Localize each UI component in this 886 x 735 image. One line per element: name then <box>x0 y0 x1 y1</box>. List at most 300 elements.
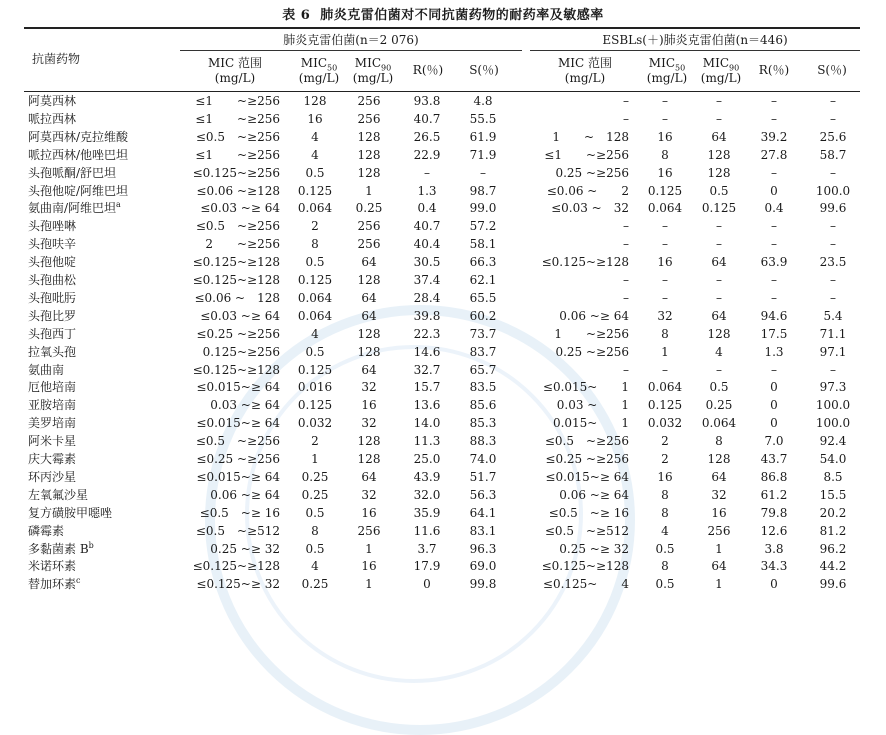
g1-range-cell: ≤0.125~≥ 32 <box>196 577 280 591</box>
g2-r-cell: – <box>771 94 777 108</box>
g2-mic90-header: $MIC_{90}$ (mg/L) <box>700 56 742 85</box>
drug-name: 哌拉西林 <box>28 112 77 126</box>
g2-r-cell: 7.0 <box>764 434 784 448</box>
g2-r-cell: – <box>771 166 777 180</box>
g2-s-cell: 58.7 <box>819 148 847 162</box>
g2-mic90-cell: 64 <box>711 470 727 484</box>
drug-name-cell <box>28 291 76 305</box>
g2-r-cell: 3.8 <box>764 542 784 556</box>
g2-s-cell: – <box>830 291 836 305</box>
g1-mic90-cell: 1 <box>365 577 373 591</box>
drug-name-cell <box>28 577 81 591</box>
g1-mic90-cell: 64 <box>361 309 377 323</box>
drug-name-cell <box>28 94 76 108</box>
g2-mic50-cell: 16 <box>657 255 673 269</box>
drug-name: 阿米卡星 <box>28 434 77 448</box>
drug-name-cell <box>28 488 88 502</box>
g2-mic90-cell: 16 <box>711 506 727 520</box>
g2-mic90-cell: – <box>716 237 722 251</box>
g1-mic50-cell: 0.064 <box>297 291 333 305</box>
g2-mic90-cell: 1 <box>715 542 723 556</box>
g1-range-cell: ≤1 ~≥256 <box>195 94 280 108</box>
g2-mic90-cell: 128 <box>707 327 731 341</box>
drug-name-cell <box>28 237 76 251</box>
g1-s-cell: 74.0 <box>469 452 497 466</box>
g1-range-cell: ≤0.03 ~≥ 64 <box>200 201 280 215</box>
g1-s-cell: 57.2 <box>469 219 497 233</box>
g1-mic90-cell: 32 <box>361 416 377 430</box>
g1-range-cell: 2 ~≥256 <box>205 237 280 251</box>
g2-range-cell: – <box>623 94 629 108</box>
g1-mic50-cell: 0.125 <box>297 184 333 198</box>
g2-mic90-cell: – <box>716 94 722 108</box>
g2-mic90-cell: – <box>716 219 722 233</box>
g1-s-cell: 99.8 <box>469 577 497 591</box>
g2-mic50-cell: 2 <box>661 452 669 466</box>
drug-name: 头孢西丁 <box>28 327 77 341</box>
g1-s-cell: 4.8 <box>473 94 493 108</box>
g1-range-cell: ≤0.25 ~≥256 <box>196 452 280 466</box>
g2-mic50-cell: – <box>662 291 668 305</box>
g2-r-cell: – <box>771 291 777 305</box>
g1-mic90-cell: 16 <box>361 559 377 573</box>
g2-range-cell: 0.015~ 1 <box>552 416 629 430</box>
drug-name-cell <box>28 452 76 466</box>
g1-s-cell: 88.3 <box>469 434 497 448</box>
g2-s-cell: 99.6 <box>819 201 847 215</box>
g1-mic90-cell: 32 <box>361 380 377 394</box>
g1-s-cell: 71.9 <box>469 148 497 162</box>
drug-name: 头孢呋辛 <box>28 237 77 251</box>
g2-r-header: R(％) <box>758 63 790 77</box>
g2-r-cell: 0.4 <box>764 201 784 215</box>
g2-r-cell: 0 <box>770 577 778 591</box>
g2-r-cell: 79.8 <box>760 506 788 520</box>
g1-r-cell: 17.9 <box>413 559 441 573</box>
drug-name-cell <box>28 470 76 484</box>
g1-mic90-cell: 128 <box>357 327 381 341</box>
g1-s-cell: 64.1 <box>469 506 497 520</box>
g1-s-cell: 85.6 <box>469 398 497 412</box>
g1-mic50-cell: 0.064 <box>297 309 333 323</box>
g1-range-cell: 0.06 ~≥ 64 <box>210 488 280 502</box>
drug-name: 庆大霉素 <box>28 452 77 466</box>
g1-mic90-header: $MIC_{90}$ (mg/L) <box>352 56 394 85</box>
g2-mic90-cell: 64 <box>711 130 727 144</box>
g1-mic50-cell: 0.5 <box>305 255 325 269</box>
g1-r-cell: 40.7 <box>413 219 441 233</box>
table-caption <box>0 4 886 23</box>
g2-mic90-cell: 8 <box>715 434 723 448</box>
g2-mic90-cell: 0.25 <box>705 398 733 412</box>
g2-r-cell: 0 <box>770 398 778 412</box>
drug-name-cell <box>28 524 64 538</box>
g1-mic90-cell: 256 <box>357 219 381 233</box>
g1-r-cell: – <box>424 166 430 180</box>
g1-mic50-cell: 4 <box>311 130 319 144</box>
g2-mic50-header: $MIC_{50}$ (mg/L) <box>646 56 688 85</box>
g2-mic50-cell: 0.125 <box>647 398 683 412</box>
g2-mic50-cell: – <box>662 112 668 126</box>
g2-range-cell: – <box>623 363 629 377</box>
g1-r-cell: 93.8 <box>413 94 441 108</box>
g1-mic50-cell: 0.5 <box>305 345 325 359</box>
g2-range-cell: ≤0.125~≥128 <box>541 559 629 573</box>
g2-range-cell: – <box>623 219 629 233</box>
g2-range-cell: ≤0.125~ 4 <box>542 577 629 591</box>
g2-mic50-cell: 4 <box>661 524 669 538</box>
g2-s-cell: 25.6 <box>819 130 847 144</box>
g1-mic90-cell: 1 <box>365 184 373 198</box>
g1-s-cell: 83.1 <box>469 524 497 538</box>
g2-r-cell: – <box>771 273 777 287</box>
g1-mic50-cell: 0.5 <box>305 506 325 520</box>
g1-s-cell: 85.3 <box>469 416 497 430</box>
g1-r-cell: 26.5 <box>413 130 441 144</box>
g2-range-cell: 1 ~≥256 <box>554 327 629 341</box>
g1-r-cell: 14.0 <box>413 416 441 430</box>
g2-mic90-cell: – <box>716 273 722 287</box>
g1-r-cell: 35.9 <box>413 506 441 520</box>
g1-mic50-cell: 0.5 <box>305 166 325 180</box>
drug-name-cell <box>28 327 76 341</box>
drug-name-cell <box>28 559 76 573</box>
g2-mic90-cell: 128 <box>707 148 731 162</box>
g2-s-cell: 23.5 <box>819 255 847 269</box>
g2-mic50-cell: 8 <box>661 148 669 162</box>
g1-r-cell: 11.3 <box>413 434 441 448</box>
g2-range-cell: – <box>623 291 629 305</box>
g1-range-cell: 0.03 ~≥ 64 <box>210 398 280 412</box>
g1-range-cell: ≤0.125~≥256 <box>192 166 280 180</box>
g2-mic50-cell: – <box>662 94 668 108</box>
g2-s-cell: 92.4 <box>819 434 847 448</box>
g2-s-cell: – <box>830 112 836 126</box>
g1-range-cell: ≤0.125~≥128 <box>192 273 280 287</box>
g2-range-cell: 0.25 ~≥256 <box>555 345 629 359</box>
g1-r-cell: 3.7 <box>417 542 437 556</box>
g2-mic-range-header: MIC 范围 (mg/L) <box>557 56 613 85</box>
g2-r-cell: 86.8 <box>760 470 788 484</box>
g2-range-cell: ≤0.015~ 1 <box>542 380 629 394</box>
g2-range-cell: ≤0.06 ~ 2 <box>546 184 629 198</box>
g1-s-cell: 73.7 <box>469 327 497 341</box>
g1-mic90-cell: 128 <box>357 273 381 287</box>
g1-mic90-cell: 128 <box>357 166 381 180</box>
drug-name-cell <box>28 363 64 377</box>
g2-r-cell: – <box>771 219 777 233</box>
g1-mic50-cell: 0.125 <box>297 273 333 287</box>
g2-r-cell: – <box>771 112 777 126</box>
g1-s-cell: 55.5 <box>469 112 497 126</box>
g2-range-cell: ≤0.03 ~ 32 <box>551 201 629 215</box>
g1-mic50-cell: 0.25 <box>301 488 329 502</box>
g2-r-cell: 12.6 <box>760 524 788 538</box>
g1-mic50-cell: 2 <box>311 434 319 448</box>
drug-name: 阿莫西林/克拉维酸 <box>28 130 129 144</box>
g1-r-cell: 22.3 <box>413 327 441 341</box>
drug-name-cell <box>28 398 76 412</box>
drug-name-cell <box>28 201 121 215</box>
drug-name: 米诺环素 <box>28 559 77 573</box>
g2-s-header: S(％) <box>817 63 847 77</box>
g1-s-cell: 83.7 <box>469 345 497 359</box>
g2-s-cell: 97.3 <box>819 380 847 394</box>
g2-s-cell: – <box>830 363 836 377</box>
drug-name-cell <box>28 416 76 430</box>
header-rule <box>24 91 860 92</box>
g2-mic90-cell: 64 <box>711 559 727 573</box>
g2-r-cell: 94.6 <box>760 309 788 323</box>
drug-name-cell <box>28 542 94 556</box>
g2-r-cell: 0 <box>770 184 778 198</box>
g2-mic50-cell: 0.064 <box>647 380 683 394</box>
drug-name-cell <box>28 506 112 520</box>
g1-range-cell: 0.25 ~≥ 32 <box>210 542 280 556</box>
g1-r-cell: 28.4 <box>413 291 441 305</box>
g1-s-cell: – <box>480 166 486 180</box>
g1-mic50-cell: 0.125 <box>297 398 333 412</box>
g2-mic90-cell: 0.5 <box>709 380 729 394</box>
g1-mic90-cell: 128 <box>357 434 381 448</box>
drug-name: 阿莫西林 <box>28 94 77 108</box>
g1-range-cell: ≤1 ~≥256 <box>195 112 280 126</box>
g2-s-cell: 5.4 <box>823 309 843 323</box>
g1-range-cell: ≤0.125~≥128 <box>192 363 280 377</box>
g2-mic90-cell: 1 <box>715 577 723 591</box>
drug-name: 头孢他啶/阿维巴坦 <box>28 184 129 198</box>
g2-mic50-cell: – <box>662 237 668 251</box>
g1-range-cell: ≤0.06 ~≥128 <box>196 184 280 198</box>
drug-name-cell <box>28 255 76 269</box>
g2-r-cell: 0 <box>770 380 778 394</box>
drug-name: 厄他培南 <box>28 380 77 394</box>
g2-range-cell: 0.25 ~≥ 32 <box>559 542 629 556</box>
g1-s-cell: 69.0 <box>469 559 497 573</box>
g2-s-cell: 100.0 <box>815 416 851 430</box>
g2-mic50-cell: 16 <box>657 470 673 484</box>
g1-s-cell: 96.3 <box>469 542 497 556</box>
g2-mic90-cell: 128 <box>707 166 731 180</box>
g1-s-cell: 66.3 <box>469 255 497 269</box>
g2-range-cell: ≤0.125~≥128 <box>541 255 629 269</box>
drug-name-cell <box>28 166 116 180</box>
g2-r-cell: 27.8 <box>760 148 788 162</box>
g2-range-cell: 0.06 ~≥ 64 <box>559 309 629 323</box>
g1-mic90-cell: 256 <box>357 524 381 538</box>
g2-s-cell: 44.2 <box>819 559 847 573</box>
g1-range-cell: ≤0.25 ~≥256 <box>196 327 280 341</box>
g1-s-cell: 62.1 <box>469 273 497 287</box>
g2-mic50-cell: 8 <box>661 559 669 573</box>
g2-s-cell: – <box>830 273 836 287</box>
g1-r-header: R(％) <box>412 63 444 77</box>
g1-range-cell: 0.125~≥256 <box>202 345 280 359</box>
g1-mic90-cell: 128 <box>357 345 381 359</box>
g2-mic50-cell: – <box>662 273 668 287</box>
drug-name: 左氧氟沙星 <box>28 488 89 502</box>
drug-name-cell <box>28 380 76 394</box>
drug-name: 氨曲南 <box>28 363 65 377</box>
g1-mic-range-header: MIC 范围 (mg/L) <box>207 56 263 85</box>
g1-r-cell: 14.6 <box>413 345 441 359</box>
g2-mic90-cell: 128 <box>707 452 731 466</box>
g2-s-cell: 97.1 <box>819 345 847 359</box>
g2-s-cell: 8.5 <box>823 470 843 484</box>
g1-mic90-cell: 64 <box>361 255 377 269</box>
g2-r-cell: 61.2 <box>760 488 788 502</box>
drug-name-cell <box>28 434 76 448</box>
g1-mic50-cell: 4 <box>311 559 319 573</box>
g2-mic90-cell: – <box>716 291 722 305</box>
g2-mic90-cell: 4 <box>715 345 723 359</box>
drug-name: 替加环素 <box>28 577 77 591</box>
g2-s-cell: 54.0 <box>819 452 847 466</box>
g2-range-cell: ≤0.015~≥ 64 <box>545 470 629 484</box>
g2-range-cell: 0.03 ~ 1 <box>556 398 629 412</box>
g2-mic90-cell: – <box>716 112 722 126</box>
g1-mic50-cell: 0.25 <box>301 577 329 591</box>
g1-r-cell: 37.4 <box>413 273 441 287</box>
g1-mic50-cell: 128 <box>303 94 327 108</box>
drug-name-cell <box>28 219 76 233</box>
g2-mic50-cell: 0.064 <box>647 201 683 215</box>
g2-mic50-cell: 1 <box>661 345 669 359</box>
g1-r-cell: 0.4 <box>417 201 437 215</box>
g1-mic50-cell: 16 <box>307 112 323 126</box>
drug-name-cell <box>28 148 128 162</box>
g2-s-cell: 100.0 <box>815 184 851 198</box>
g2-mic50-cell: 8 <box>661 327 669 341</box>
g1-mic90-cell: 64 <box>361 470 377 484</box>
g2-s-cell: – <box>830 219 836 233</box>
g1-mic90-cell: 16 <box>361 398 377 412</box>
drug-name: 头孢吡肟 <box>28 291 77 305</box>
g1-mic90-cell: 256 <box>357 112 381 126</box>
drug-name: 头孢他啶 <box>28 255 77 269</box>
group2-underline <box>530 50 860 51</box>
g1-s-header: S(％) <box>469 63 499 77</box>
g1-mic50-cell: 0.25 <box>301 470 329 484</box>
g2-mic50-cell: 0.5 <box>655 542 675 556</box>
footnote-marker: b <box>88 541 94 550</box>
g1-r-cell: 25.0 <box>413 452 441 466</box>
g1-r-cell: 43.9 <box>413 470 441 484</box>
g1-r-cell: 32.0 <box>413 488 441 502</box>
group1-header: 肺炎克雷伯菌(n＝2 076) <box>283 33 419 47</box>
g2-r-cell: – <box>771 237 777 251</box>
g1-mic50-cell: 0.125 <box>297 363 333 377</box>
g2-mic90-cell: 64 <box>711 309 727 323</box>
g1-mic90-cell: 256 <box>357 94 381 108</box>
g2-r-cell: 0 <box>770 416 778 430</box>
g1-r-cell: 32.7 <box>413 363 441 377</box>
drug-name-cell <box>28 345 76 359</box>
drug-name: 头孢哌酮/舒巴坦 <box>28 166 117 180</box>
drug-name: 亚胺培南 <box>28 398 77 412</box>
g2-s-cell: 81.2 <box>819 524 847 538</box>
g2-r-cell: 1.3 <box>764 345 784 359</box>
g1-mic50-cell: 2 <box>311 219 319 233</box>
g2-mic50-cell: 8 <box>661 488 669 502</box>
g1-mic50-cell: 8 <box>311 237 319 251</box>
drug-name: 头孢曲松 <box>28 273 77 287</box>
g1-r-cell: 22.9 <box>413 148 441 162</box>
g1-s-cell: 58.1 <box>469 237 497 251</box>
table-number: 表 6 <box>282 8 311 23</box>
g1-mic50-cell: 1 <box>311 452 319 466</box>
g1-range-cell: ≤0.125~≥128 <box>192 559 280 573</box>
g2-range-cell: – <box>623 237 629 251</box>
drug-name: 拉氧头孢 <box>28 345 77 359</box>
g1-range-cell: ≤0.5 ~≥512 <box>195 524 280 538</box>
g1-mic50-cell: 0.5 <box>305 542 325 556</box>
g2-range-cell: 0.06 ~≥ 64 <box>559 488 629 502</box>
g2-range-cell: ≤0.5 ~≥256 <box>544 434 629 448</box>
drug-name: 氨曲南/阿维巴坦 <box>28 201 117 215</box>
g1-s-cell: 99.0 <box>469 201 497 215</box>
g1-mic90-cell: 64 <box>361 363 377 377</box>
g1-r-cell: 0 <box>423 577 431 591</box>
drug-name: 多黏菌素 B <box>28 542 89 556</box>
g1-mic90-cell: 64 <box>361 291 377 305</box>
g1-r-cell: 1.3 <box>417 184 437 198</box>
g2-r-cell: 39.2 <box>760 130 788 144</box>
g1-s-cell: 56.3 <box>469 488 497 502</box>
g2-range-cell: – <box>623 273 629 287</box>
drug-column-header: 抗菌药物 <box>32 52 81 66</box>
g2-mic90-cell: 64 <box>711 255 727 269</box>
g2-r-cell: 43.7 <box>760 452 788 466</box>
g1-s-cell: 51.7 <box>469 470 497 484</box>
g2-mic90-cell: 0.064 <box>701 416 737 430</box>
drug-name-cell <box>28 130 128 144</box>
g2-mic50-cell: 16 <box>657 130 673 144</box>
g2-mic90-cell: 0.5 <box>709 184 729 198</box>
g1-mic90-cell: 16 <box>361 506 377 520</box>
g1-range-cell: ≤0.5 ~≥256 <box>195 434 280 448</box>
drug-name: 哌拉西林/他唑巴坦 <box>28 148 129 162</box>
g1-r-cell: 40.4 <box>413 237 441 251</box>
g2-mic90-cell: 0.125 <box>701 201 737 215</box>
g1-range-cell: ≤1 ~≥256 <box>195 148 280 162</box>
g1-mic50-cell: 4 <box>311 148 319 162</box>
g1-range-cell: ≤0.5 ~≥256 <box>195 130 280 144</box>
g1-range-cell: ≤0.06 ~ 128 <box>194 291 280 305</box>
g2-range-cell: ≤1 ~≥256 <box>544 148 629 162</box>
g2-s-cell: – <box>830 166 836 180</box>
g2-mic50-cell: 2 <box>661 434 669 448</box>
g1-s-cell: 83.5 <box>469 380 497 394</box>
table-title: 肺炎克雷伯菌对不同抗菌药物的耐药率及敏感率 <box>320 8 604 23</box>
g2-mic50-cell: 16 <box>657 166 673 180</box>
drug-name-cell <box>28 112 76 126</box>
g2-mic90-cell: 256 <box>707 524 731 538</box>
g2-r-cell: 63.9 <box>760 255 788 269</box>
g1-mic50-cell: 0.064 <box>297 201 333 215</box>
footnote-marker: a <box>116 200 121 209</box>
g2-range-cell: 0.25 ~≥256 <box>555 166 629 180</box>
g1-s-cell: 98.7 <box>469 184 497 198</box>
g2-s-cell: 96.2 <box>819 542 847 556</box>
g2-r-cell: 34.3 <box>760 559 788 573</box>
g2-range-cell: ≤0.5 ~≥512 <box>544 524 629 538</box>
g1-s-cell: 60.2 <box>469 309 497 323</box>
g2-range-cell: 1 ~ 128 <box>552 130 629 144</box>
g2-mic90-cell: 32 <box>711 488 727 502</box>
g2-mic50-cell: 0.125 <box>647 184 683 198</box>
g1-r-cell: 11.6 <box>413 524 441 538</box>
